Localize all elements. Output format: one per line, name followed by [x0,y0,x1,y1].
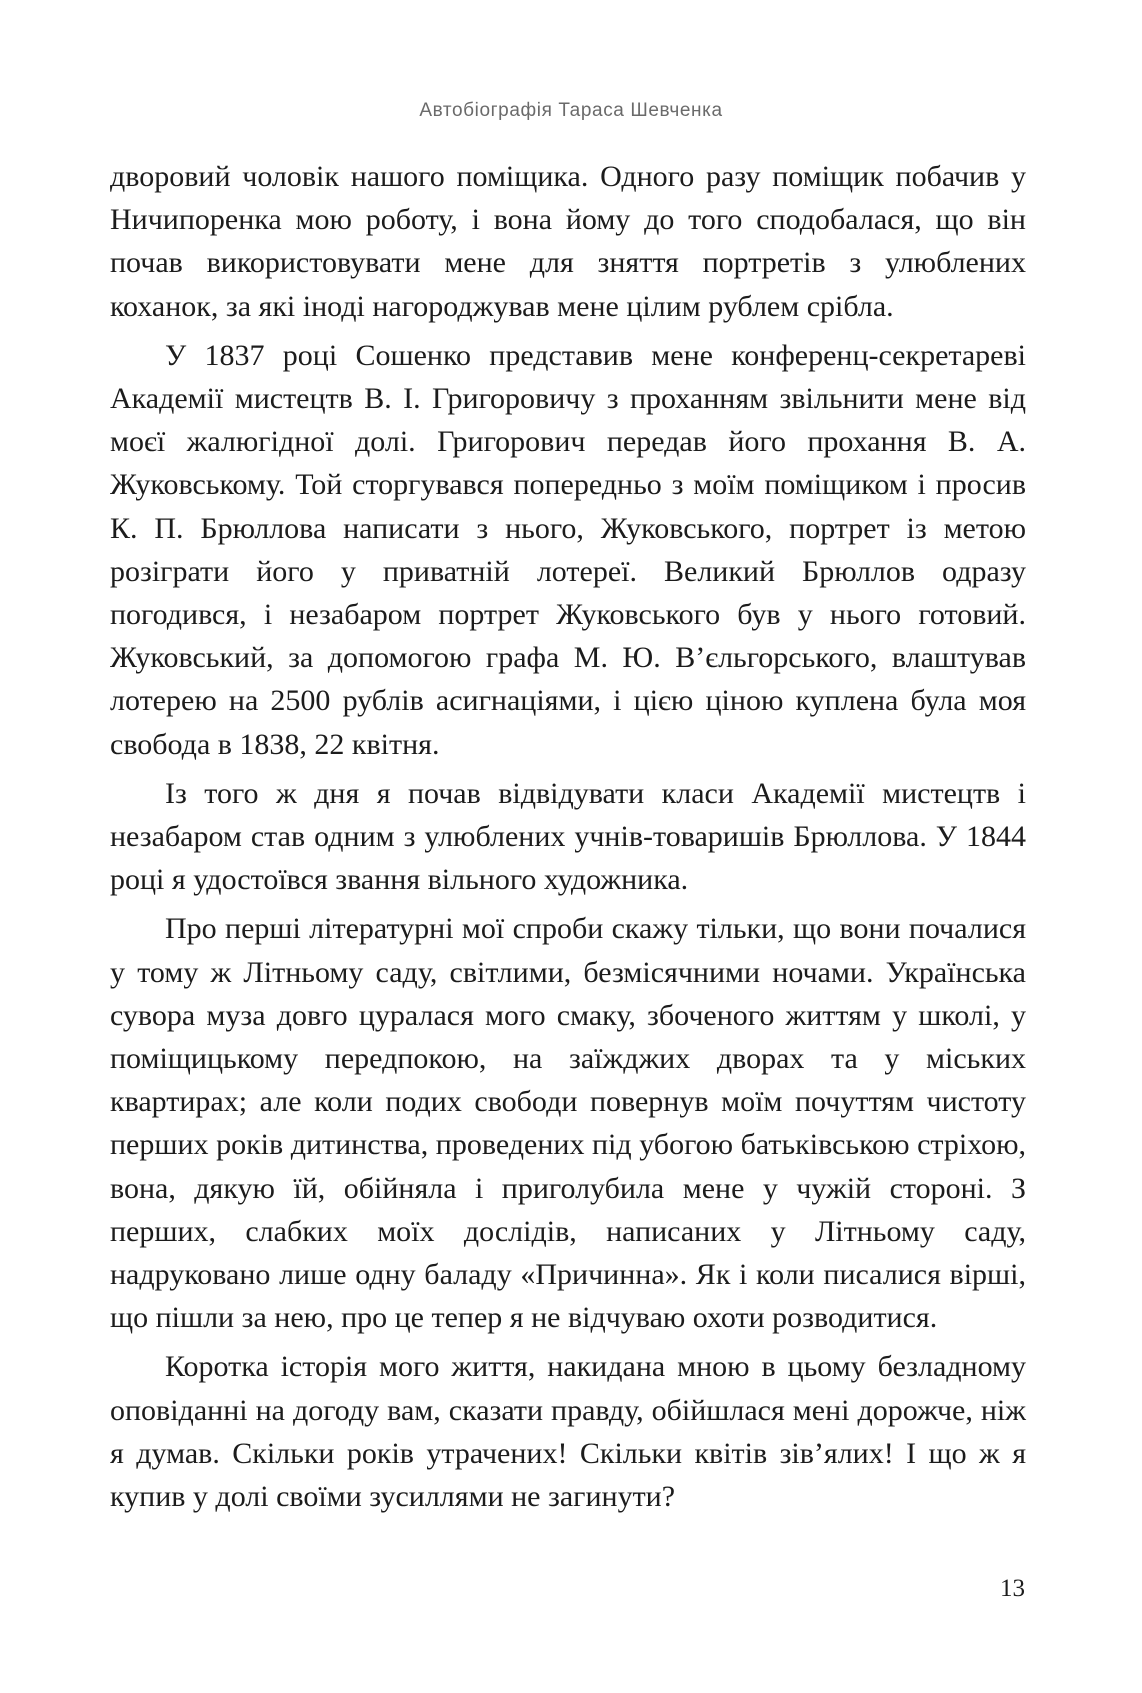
paragraph: У 1837 році Сошенко представив мене конференц-секретареві Академії мистецтв В. І. Григоровичу з проханням звільнити мене від моєї жалюгідної долі. Григорович передав його прохання В. А. Жуковському. Той сторгувався попередньо з моїм поміщиком і просив К. П. Брюллова написати з нього, Жуковського, портрет із метою розіграти його у приватній лотереї. Великий Брюллов одразу погодився, і незабаром портрет Жуковського був у нього готовий. Жуковський, за допомогою графа М. Ю. В’єльгорського, влаштував лотерею на 2500 рублів асигнаціями, і цією ціною куплена була моя свобода в 1838, 22 квітня. [110,338,1026,761]
paragraph-continuation: дворовий чоловік нашого поміщика. Одного разу поміщик побачив у Ничипоренка мою роботу, і вона йому до того сподобалася, що він почав використовувати мене для зняття портретів з улюблених коханок, за які іноді нагороджував мене цілим рублем срібла. [110,160,1026,323]
page-number: 13 [1000,1575,1025,1602]
paragraph: Коротка історія мого життя, накидана мною в цьому безладному оповіданні на догоду вам, сказати правду, обійшлася мені дорожче, ніж я думав. Скільки років утрачених! Скільки квітів зів’ялих! І що ж я купив у долі своїми зусиллями не загинути? [110,1350,1026,1514]
running-header: Автобіографія Тараса Шевченка [419,100,723,121]
paragraph: Про перші літературні мої спроби скажу тільки, що вони почалися у тому ж Літньому саду, світлими, безмісячними ночами. Українська сувора муза довго цуралася мого смаку, збоченого життям у школі, у поміщицькому передпокою, на заїжджих дворах та у міських квартирах; але коли подих свободи повернув моїм почуттям чистоту перших років дитинства, проведених під убогою батьківською стріхою, вона, дякую їй, обійняла і приголубила мене у чужій стороні. З перших, слабких моїх дослідів, написаних у Літньому саду, надруковано лише одну баладу «Причинна». Як і коли писалися вірші, що пішли за нею, про це тепер я не відчуваю охоти розводитися. [110,912,1026,1335]
body-text [110,155,1026,1518]
paragraph: Із того ж дня я почав відвідувати класи Академії мистецтв і незабаром став одним з улюблених учнів-товаришів Брюллова. У 1844 році я удостоївся звання вільного художника. [110,776,1026,897]
